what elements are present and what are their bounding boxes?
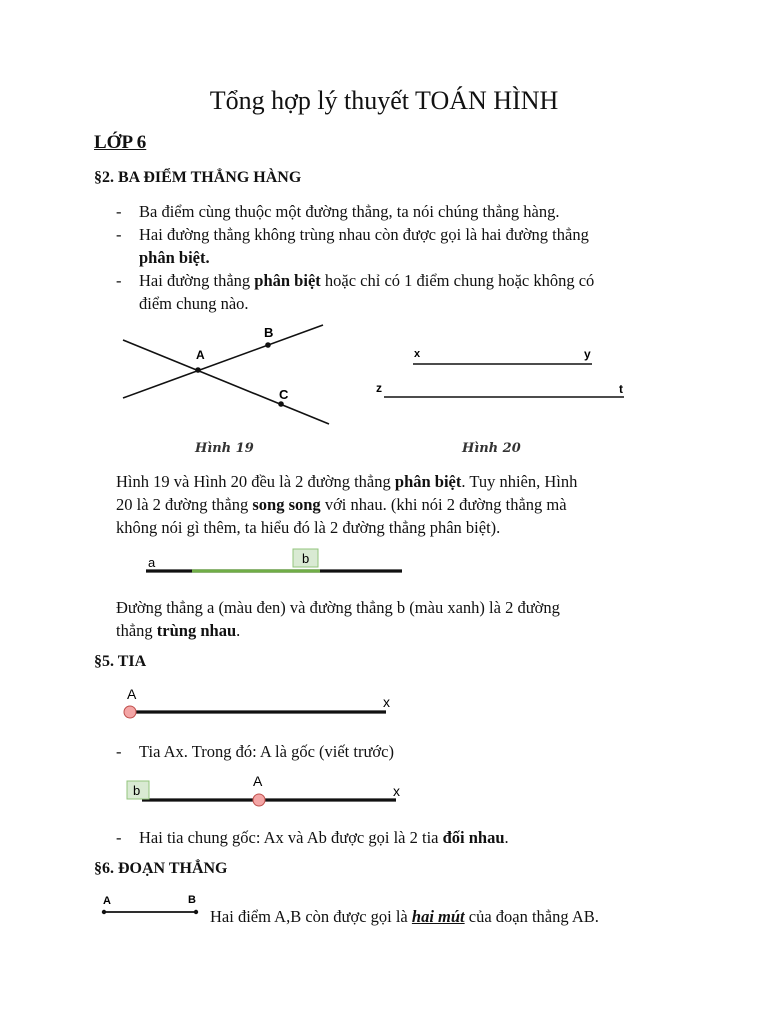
label-b: B <box>264 325 274 340</box>
label-z: z <box>376 381 382 395</box>
figure-19-caption: Hình 19 <box>195 441 254 456</box>
point-c <box>278 401 284 407</box>
bullet-dash: - <box>116 742 122 761</box>
label-x: x <box>383 694 390 710</box>
point-a <box>195 367 201 373</box>
list-item <box>0 740 768 763</box>
point-b <box>194 910 198 914</box>
figure-opposite-rays <box>122 770 412 810</box>
list-item-text: Ba điểm cùng thuộc một đường thẳng, ta nói chúng thẳng hàng. <box>139 202 560 221</box>
label-b: b <box>133 783 141 798</box>
label-a: a <box>148 555 156 570</box>
point-a <box>102 910 106 914</box>
label-b: b <box>302 551 310 566</box>
figure-segment-ab <box>98 890 208 920</box>
section-6-heading: §6. ĐOẠN THẲNG <box>94 860 228 877</box>
point-b <box>265 342 271 348</box>
list-item <box>0 826 768 849</box>
label-a: A <box>196 348 205 362</box>
figure-coinciding-lines <box>140 545 410 580</box>
label-b: B <box>188 894 196 906</box>
list-item-text: Hai đường thẳng phân biệt hoặc chỉ có 1 điểm chung hoặc không có điểm chung nào. <box>139 271 595 313</box>
section-5-heading: §5. TIA <box>94 653 147 670</box>
label-a: A <box>103 895 111 907</box>
bullet-dash: - <box>116 225 122 244</box>
list-item-text: Hai đường thẳng không trùng nhau còn được gọi là hai đường thẳng phân biệt. <box>139 225 589 267</box>
label-a: A <box>127 686 137 702</box>
list-item-text: Hai tia chung gốc: Ax và Ab được gọi là 2 tia đối nhau. <box>139 828 509 847</box>
paragraph-parallel: Hình 19 và Hình 20 đều là 2 đường thẳng phân biệt. Tuy nhiên, Hình 20 là 2 đường thẳng song song với nhau. (khi nói 2 đường thẳng mà không nói gì thêm, ta hiểu đó là 2 đường thẳng phân biệt). <box>116 472 578 537</box>
label-t: t <box>619 382 623 396</box>
figure-20-caption: Hình 20 <box>462 441 521 456</box>
list-item-text: Tia Ax. Trong đó: A là gốc (viết trước) <box>139 742 394 761</box>
list-item <box>0 223 768 269</box>
bullet-dash: - <box>116 828 122 847</box>
figure-20 <box>370 340 640 410</box>
line-1 <box>123 340 329 424</box>
label-a: A <box>253 773 263 789</box>
bullet-dash: - <box>116 271 122 290</box>
label-c: C <box>279 387 289 402</box>
label-y: y <box>584 347 591 361</box>
list-item <box>0 269 768 315</box>
grade-heading: LỚP 6 <box>94 132 147 153</box>
figure-19 <box>115 320 335 435</box>
point-a <box>124 706 136 718</box>
paragraph-segment: Hai điểm A,B còn được gọi là hai mút của đoạn thẳng AB. <box>210 907 599 926</box>
line-2 <box>123 325 323 398</box>
label-x: x <box>393 783 400 799</box>
label-x: x <box>414 348 421 360</box>
point-a <box>253 794 265 806</box>
section-2-heading: §2. BA ĐIỂM THẲNG HÀNG <box>94 169 302 186</box>
bullet-dash: - <box>116 202 122 221</box>
list-item <box>0 200 768 223</box>
figure-ray-ax <box>118 683 408 728</box>
page-title: Tổng hợp lý thuyết TOÁN HÌNH <box>209 86 559 115</box>
paragraph-coinciding: Đường thẳng a (màu đen) và đường thẳng b (màu xanh) là 2 đường thẳng trùng nhau. <box>116 598 560 640</box>
